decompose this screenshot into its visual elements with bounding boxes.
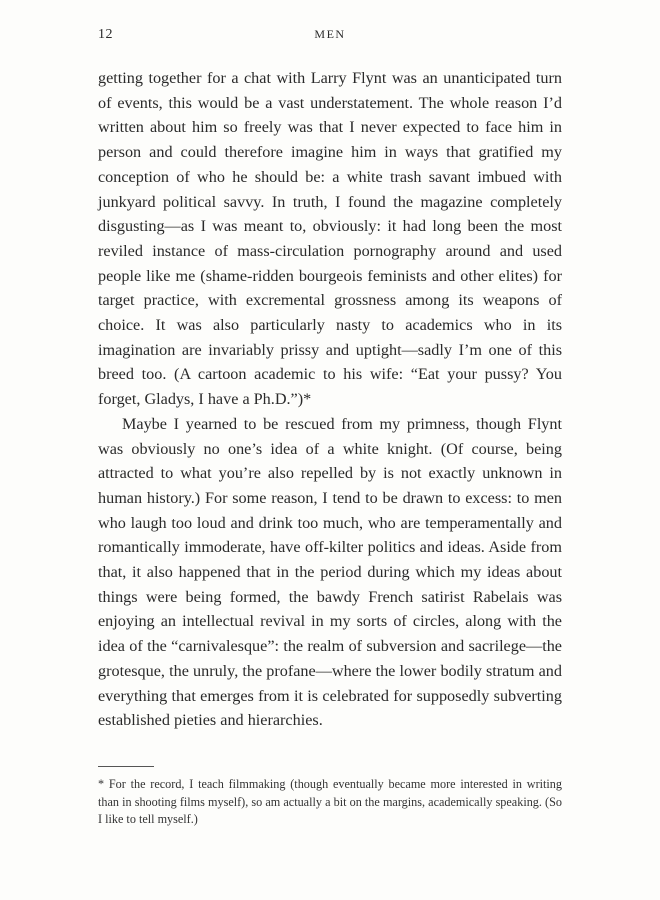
footnote-divider <box>98 766 154 767</box>
page-number: 12 <box>98 27 113 42</box>
paragraph-2: Maybe I yearned to be rescued from my primness, though Flynt was obviously no one’s idea of a white knight. (Of course, being attracted to what you’re also repelled by is not exactly unknown in human history.) For some reason, I tend to be drawn to excess: to men who laugh too loud and drink too much, who are temperamentally and romantically immoderate, have off-kilter politics and ideas. Aside from that, it also happened that in the period during which my ideas about things were being formed, the bawdy French satirist Rabelais was enjoying an intellectual revival in my sorts of circles, along with the idea of the “carnivalesque”: the realm of subversion and sacrilege—the grotesque, the unruly, the profane—where the lower bodily stratum and everything that emerges from it is celebrated for supposedly subverting established pieties and hierarchies. <box>98 414 562 730</box>
paragraph-1: getting together for a chat with Larry Flynt was an unanticipated turn of events, this would be a vast understatement. The whole reason I’d written about him so freely was that I never expected to face him in person and could therefore imagine him in ways that gratified my conception of who he should be: a white trash savant imbued with junkyard political savvy. In truth, I found the magazine completely disgusting—as I was meant to, obviously: it had long been the most reviled instance of mass-circulation pornography around and used people like me (shame-ridden bourgeois feminists and other elites) for target practice, with excremental grossness among its weapons of choice. It was also particularly nasty to academics who in its imagination are invariably prissy and uptight—sadly I’m one of this breed too. (A cartoon academic to his wife: “Eat your pussy? You forget, Gladys, I have a Ph.D.”)* <box>98 69 562 409</box>
running-head: MEN <box>314 27 346 41</box>
body-text <box>98 66 562 733</box>
footnote: * For the record, I teach filmmaking (though eventually became more interested in writing than in shooting films myself), so am actually a bit on the margins, academically speaking. (So I like to tell myself.) <box>98 777 562 826</box>
